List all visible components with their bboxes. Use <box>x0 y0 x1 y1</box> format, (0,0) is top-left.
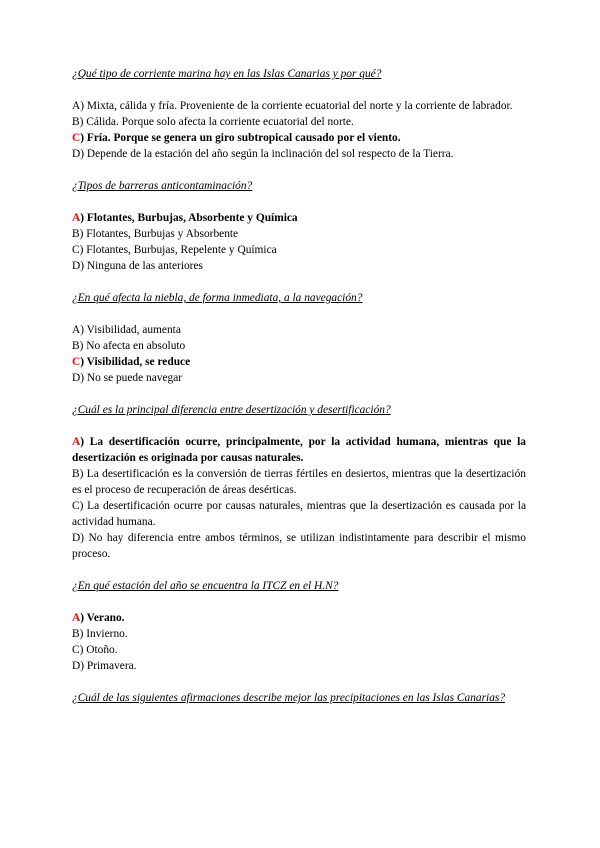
option-text: ) Primavera. <box>80 660 137 672</box>
option-letter: B <box>72 340 80 352</box>
question-5-prompt: ¿En qué estación del año se encuentra la ITCZ en el H.N? <box>72 580 339 592</box>
question-1-option-b <box>72 114 526 130</box>
option-text: ) Visibilidad, aumenta <box>80 324 181 336</box>
question-3-options <box>72 322 526 386</box>
question-3-option-d <box>72 370 526 386</box>
option-text: ) Flotantes, Burbujas, Absorbente y Química <box>80 212 298 224</box>
option-text: ) No hay diferencia entre ambos términos, se utilizan indistintamente para describir el mismo proceso. <box>72 532 526 560</box>
option-letter: A <box>72 100 81 112</box>
question-4-option-c <box>72 498 526 530</box>
question-3-option-b <box>72 338 526 354</box>
option-text: ) Visibilidad, se reduce <box>80 356 191 368</box>
option-text: ) La desertificación ocurre, principalmente, por la actividad humana, mientras que la desertización es originada por causas naturales. <box>72 436 526 464</box>
question-1-option-c-correct <box>72 130 526 146</box>
option-letter: D <box>72 532 81 544</box>
option-letter: B <box>72 228 80 240</box>
option-letter: B <box>72 628 80 640</box>
option-letter: C <box>72 500 80 512</box>
question-5-option-a-correct <box>72 610 526 626</box>
option-text: ) La desertificación ocurre por causas naturales, mientras que la desertización es causada por la actividad humana. <box>72 500 526 528</box>
option-text: ) Fría. Porque se genera un giro subtropical causado por el viento. <box>80 132 401 144</box>
question-1-prompt: ¿Qué tipo de corriente marina hay en las Islas Canarias y por qué? <box>72 68 382 80</box>
question-block-6 <box>72 690 526 706</box>
question-6-prompt: ¿Cuál de las siguientes afirmaciones describe mejor las precipitaciones en las Islas Canarias? <box>72 692 506 704</box>
option-text: ) Depende de la estación del año según la inclinación del sol respecto de la Tierra. <box>80 148 454 160</box>
option-letter: B <box>72 116 80 128</box>
question-2-prompt: ¿Tipos de barreras anticontaminación? <box>72 180 253 192</box>
question-2-option-c <box>72 242 526 258</box>
question-4-option-a-correct <box>72 434 526 466</box>
question-4-option-b <box>72 466 526 498</box>
option-text: ) La desertificación es la conversión de tierras fértiles en desiertos, mientras que la desertización es el proceso de recuperación de áreas desérticas. <box>72 468 526 496</box>
question-5-option-d <box>72 658 526 674</box>
question-3-option-a <box>72 322 526 338</box>
option-text: ) Flotantes, Burbujas, Repelente y Química <box>79 244 277 256</box>
correct-option-letter: C <box>72 356 81 368</box>
question-2-option-d <box>72 258 526 274</box>
question-1-option-a <box>72 98 526 114</box>
correct-option-letter: A <box>72 612 81 624</box>
option-text: ) Invierno. <box>79 628 128 640</box>
question-3-prompt: ¿En qué afecta la niebla, de forma inmediata, a la navegación? <box>72 292 363 304</box>
question-5-option-b <box>72 626 526 642</box>
question-block-4 <box>72 402 526 562</box>
option-letter: D <box>72 660 81 672</box>
question-block-2 <box>72 178 526 274</box>
option-letter: C <box>72 644 80 656</box>
option-text: ) Flotantes, Burbujas y Absorbente <box>79 228 239 240</box>
question-block-3 <box>72 290 526 386</box>
question-1-option-d <box>72 146 526 162</box>
question-1-options <box>72 98 526 162</box>
question-5-options <box>72 610 526 674</box>
correct-option-letter: A <box>72 436 81 448</box>
question-block-1 <box>72 66 526 162</box>
document-page <box>72 66 526 722</box>
option-text: ) Cálida. Porque solo afecta la corriente ecuatorial del norte. <box>79 116 354 128</box>
question-2-option-a-correct <box>72 210 526 226</box>
option-text: ) Otoño. <box>79 644 118 656</box>
option-letter: A <box>72 324 81 336</box>
option-letter: C <box>72 244 80 256</box>
option-text: ) No afecta en absoluto <box>79 340 186 352</box>
question-4-prompt: ¿Cuál es la principal diferencia entre desertización y desertificación? <box>72 404 391 416</box>
option-text: ) Mixta, cálida y fría. Proveniente de la corriente ecuatorial del norte y la corriente de labrador. <box>80 100 513 112</box>
question-block-5 <box>72 578 526 674</box>
correct-option-letter: C <box>72 132 81 144</box>
option-letter: D <box>72 148 81 160</box>
option-letter: D <box>72 260 81 272</box>
correct-option-letter: A <box>72 212 81 224</box>
question-5-option-c <box>72 642 526 658</box>
question-2-options <box>72 210 526 274</box>
question-4-options <box>72 434 526 562</box>
question-3-option-c-correct <box>72 354 526 370</box>
question-2-option-b <box>72 226 526 242</box>
question-4-option-d <box>72 530 526 562</box>
option-letter: D <box>72 372 81 384</box>
option-text: ) Ninguna de las anteriores <box>80 260 203 272</box>
option-letter: B <box>72 468 80 480</box>
option-text: ) No se puede navegar <box>80 372 183 384</box>
option-text: ) Verano. <box>80 612 125 624</box>
